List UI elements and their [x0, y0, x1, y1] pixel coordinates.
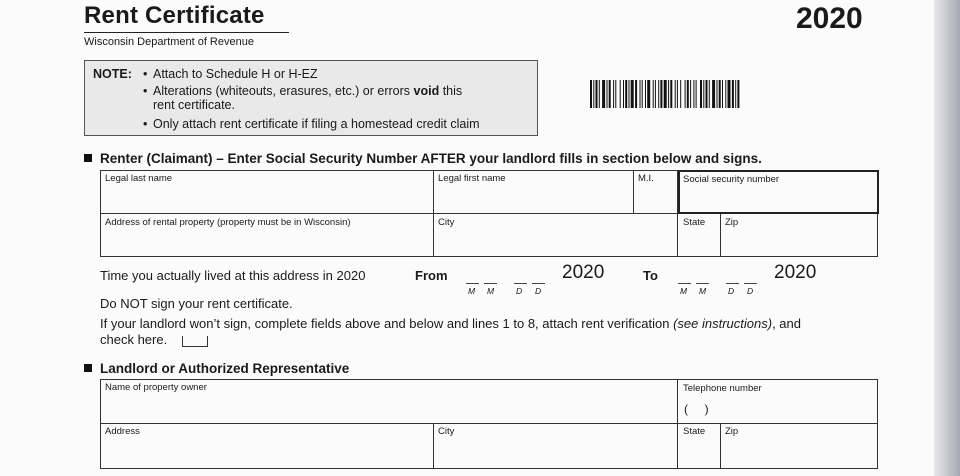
barcode-bar: [645, 80, 646, 108]
digit-slot: [744, 283, 757, 284]
check-here-checkbox[interactable]: [182, 336, 208, 347]
barcode-bar: [696, 80, 697, 108]
barcode-bar: [722, 80, 723, 108]
barcode-bar: [660, 80, 662, 108]
barcode-bar: [725, 80, 726, 108]
do-not-sign-text: Do NOT sign your rent certificate.: [100, 296, 293, 311]
month-hint: M: [680, 286, 688, 296]
month-hint: M: [468, 286, 476, 296]
barcode-bar: [728, 80, 731, 108]
barcode-bar: [658, 80, 659, 108]
landlord-address-field[interactable]: [101, 424, 433, 468]
barcode-bar: [640, 80, 641, 108]
landlord-zip-field[interactable]: [721, 424, 877, 468]
barcode-bar: [732, 80, 734, 108]
barcode-bar: [717, 80, 718, 108]
digit-slot: [696, 283, 709, 284]
barcode-bar: [735, 80, 736, 108]
barcode-bar: [629, 80, 630, 108]
property-owner-field[interactable]: [101, 380, 677, 423]
barcode-bar: [631, 80, 634, 108]
barcode-bar: [709, 80, 710, 108]
to-date-field[interactable]: [674, 262, 824, 298]
barcode-bar: [593, 80, 594, 108]
barcode-bar: [599, 80, 600, 108]
barcode-bar: [620, 80, 621, 108]
barcode-bar: [615, 80, 616, 108]
field-label: City: [438, 217, 455, 228]
section-marker: [84, 364, 92, 372]
digit-slot: [466, 283, 479, 284]
section-marker: [84, 154, 92, 162]
instruction-text: If your landlord won’t sign, complete fields above and below and lines 1 to 8, attach rent verification: [100, 316, 670, 331]
landlord-heading-text: Landlord or Authorized Representative: [100, 361, 350, 376]
last-name-field[interactable]: [101, 171, 433, 213]
field-label: M.I.: [638, 173, 654, 184]
field-label: State: [683, 426, 706, 437]
to-year: 2020: [774, 262, 817, 283]
barcode-bar: [642, 80, 643, 108]
barcode-bar: [680, 80, 681, 108]
bullet: •: [143, 67, 148, 81]
field-label: State: [683, 217, 706, 228]
renter-heading-text: Renter (Claimant) – Enter Social Security Number AFTER your landlord fills in section below and signs.: [100, 151, 762, 166]
barcode-bar: [647, 80, 650, 108]
barcode-bar: [687, 80, 689, 108]
check-here-text: check here.: [100, 332, 168, 347]
ssn-field[interactable]: [678, 170, 879, 214]
from-date-field[interactable]: [462, 262, 612, 298]
barcode-bar: [655, 80, 656, 108]
barcode-bar: [712, 80, 715, 108]
department-name: Wisconsin Department of Revenue: [84, 36, 254, 48]
field-label: Legal last name: [105, 173, 173, 184]
to-label: To: [643, 268, 658, 283]
rental-address-field[interactable]: [101, 214, 433, 256]
barcode-bar: [602, 80, 605, 108]
landlord-city-field[interactable]: [434, 424, 677, 468]
barcode-bar: [703, 80, 704, 108]
barcode-bar: [635, 80, 637, 108]
barcode-bar: [685, 80, 686, 108]
field-label: Zip: [725, 426, 739, 437]
note-box: [84, 60, 538, 136]
note-text: Alterations (whiteouts, erasures, etc.) or errors void this: [153, 84, 463, 98]
barcode-bar: [675, 80, 676, 108]
barcode-bar: [668, 80, 669, 108]
field-label: City: [438, 426, 455, 437]
renter-city-field[interactable]: [434, 214, 677, 256]
see-instructions-text: (see instructions): [673, 316, 773, 331]
area-code-parens: ( ): [684, 402, 709, 416]
barcode-bar: [596, 80, 598, 108]
form-title: Rent Certificate: [84, 2, 265, 29]
digit-slot: [484, 283, 497, 284]
field-label: Legal first name: [438, 173, 506, 184]
note-text: rent certificate.: [153, 98, 235, 112]
barcode-bar: [613, 80, 614, 108]
landlord-section-heading: [84, 361, 349, 376]
telephone-field[interactable]: [678, 380, 877, 423]
barcode-bar: [700, 80, 702, 108]
digit-slot: [532, 283, 545, 284]
instruction-text: , and: [772, 316, 801, 331]
field-label: Telephone number: [683, 383, 762, 394]
field-label: Name of property owner: [105, 382, 207, 393]
field-label: Address: [105, 426, 140, 437]
renter-state-field[interactable]: [678, 214, 720, 256]
field-label: Zip: [725, 217, 739, 228]
form-year: 2020: [796, 2, 863, 35]
barcode-bar: [737, 80, 739, 108]
barcode-bar: [719, 80, 721, 108]
digit-slot: [726, 283, 739, 284]
middle-initial-field[interactable]: [634, 171, 677, 213]
field-label: Social security number: [683, 174, 780, 185]
renter-fields-grid: [100, 170, 878, 257]
digit-slot: [678, 283, 691, 284]
barcode-bar: [677, 80, 678, 108]
first-name-field[interactable]: [434, 171, 633, 213]
note-text: Only attach rent certificate if filing a homestead credit claim: [153, 117, 480, 131]
day-hint: D: [747, 286, 754, 296]
barcode-bar: [706, 80, 708, 108]
from-label: From: [415, 268, 448, 283]
landlord-wont-sign-text: [100, 316, 801, 331]
page-edge: [934, 0, 960, 476]
day-hint: D: [728, 286, 735, 296]
barcode: [590, 80, 874, 108]
day-hint: D: [535, 286, 542, 296]
barcode-bar: [693, 80, 694, 108]
time-lived-label: Time you actually lived at this address in 2020: [100, 268, 366, 283]
barcode-bar: [623, 80, 624, 108]
renter-zip-field[interactable]: [721, 214, 877, 256]
bullet: •: [143, 117, 148, 131]
month-hint: M: [487, 286, 495, 296]
landlord-fields-grid: [100, 379, 878, 469]
title-underline: [84, 32, 289, 33]
barcode-bar: [609, 80, 611, 108]
day-hint: D: [516, 286, 523, 296]
field-label: Address of rental property (property must be in Wisconsin): [105, 217, 351, 228]
barcode-bar: [670, 80, 672, 108]
landlord-state-field[interactable]: [678, 424, 720, 468]
bullet: •: [143, 84, 148, 98]
barcode-bar: [590, 80, 592, 108]
barcode-bar: [607, 80, 608, 108]
note-heading: NOTE:: [93, 67, 132, 81]
barcode-bar: [625, 80, 627, 108]
barcode-bar: [690, 80, 691, 108]
barcode-bar: [664, 80, 667, 108]
from-year: 2020: [562, 262, 605, 283]
digit-slot: [514, 283, 527, 284]
month-hint: M: [699, 286, 707, 296]
renter-section-heading: [84, 151, 762, 166]
note-text: Attach to Schedule H or H-EZ: [153, 67, 318, 81]
barcode-bar: [653, 80, 654, 108]
